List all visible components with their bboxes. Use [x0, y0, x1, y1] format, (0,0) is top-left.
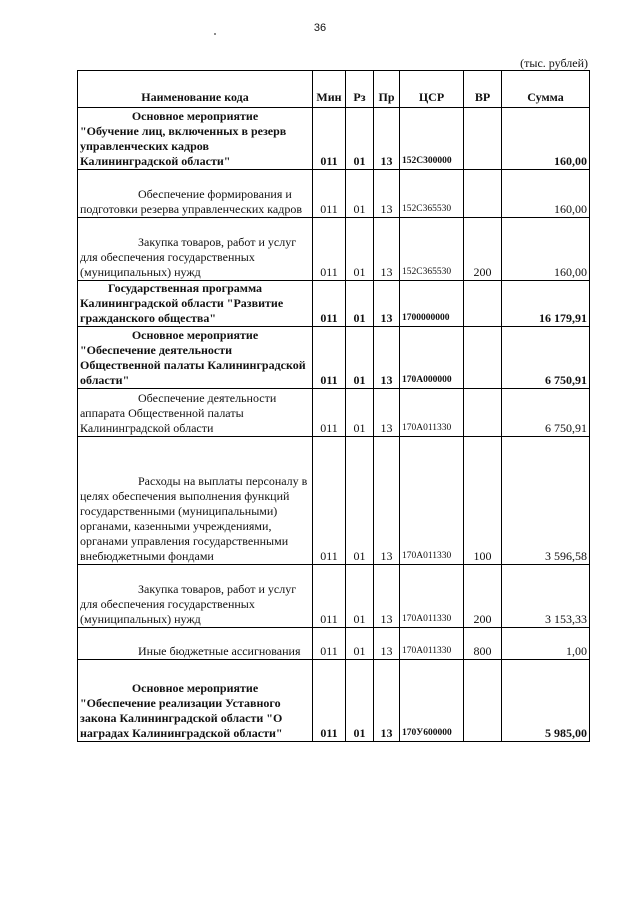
row-text: Закупка товаров, работ и услуг для обеспечения государственных (муниципальных) нужд [78, 218, 313, 281]
row-csr: 1700000000 [400, 281, 464, 327]
row-csr: 170А011330 [400, 437, 464, 565]
row-pr: 13 [374, 437, 400, 565]
row-pr: 13 [374, 565, 400, 628]
row-vr [464, 327, 502, 389]
row-text: Иные бюджетные ассигнования [78, 628, 313, 660]
row-csr: 170А011330 [400, 389, 464, 437]
row-vr: 800 [464, 628, 502, 660]
row-vr [464, 170, 502, 218]
table-row [78, 389, 590, 437]
row-sum: 6 750,91 [502, 389, 590, 437]
header-vr: ВР [464, 71, 502, 108]
header-csr: ЦСР [400, 71, 464, 108]
row-sum: 5 985,00 [502, 660, 590, 742]
row-text: Обеспечение формирования и подготовки резерва управленческих кадров [78, 170, 313, 218]
row-rz: 01 [346, 389, 374, 437]
row-min: 011 [313, 628, 346, 660]
row-text: "Обеспечение реализации Уставного закона Калининградской области "О наградах Калининградской области" [80, 696, 283, 740]
header-rz: Рз [346, 71, 374, 108]
row-csr: 152С365530 [400, 170, 464, 218]
row-csr: 170А011330 [400, 628, 464, 660]
row-sum: 6 750,91 [502, 327, 590, 389]
row-min: 011 [313, 327, 346, 389]
table-header-row [78, 71, 590, 108]
row-rz: 01 [346, 281, 374, 327]
row-title: Основное мероприятие [131, 681, 259, 695]
row-text: Государственная программа Калининградской области "Развитие гражданского общества" [78, 281, 313, 327]
row-vr [464, 389, 502, 437]
row-rz: 01 [346, 437, 374, 565]
table-row [78, 281, 590, 327]
table-row [78, 565, 590, 628]
row-min: 011 [313, 108, 346, 170]
row-rz: 01 [346, 218, 374, 281]
row-rz: 01 [346, 327, 374, 389]
row-csr: 170А011330 [400, 565, 464, 628]
row-name [78, 108, 313, 170]
row-sum: 16 179,91 [502, 281, 590, 327]
row-text: "Обеспечение деятельности Общественной палаты Калининградской области" [80, 343, 306, 387]
row-sum: 3 596,58 [502, 437, 590, 565]
table-row [78, 327, 590, 389]
row-pr: 13 [374, 660, 400, 742]
row-min: 011 [313, 389, 346, 437]
row-text: Обеспечение деятельности аппарата Общественной палаты Калининградской области [78, 389, 313, 437]
row-sum: 3 153,33 [502, 565, 590, 628]
row-sum: 160,00 [502, 108, 590, 170]
row-min: 011 [313, 437, 346, 565]
row-rz: 01 [346, 170, 374, 218]
row-rz: 01 [346, 565, 374, 628]
row-name [78, 327, 313, 389]
header-sum: Сумма [502, 71, 590, 108]
table-row [78, 170, 590, 218]
page-number: 36 [313, 22, 327, 34]
table-row [78, 628, 590, 660]
row-min: 011 [313, 170, 346, 218]
row-pr: 13 [374, 389, 400, 437]
row-vr [464, 281, 502, 327]
row-vr: 200 [464, 565, 502, 628]
row-title: Основное мероприятие [131, 109, 259, 123]
row-min: 011 [313, 281, 346, 327]
row-csr: 170А000000 [400, 327, 464, 389]
row-csr: 170У600000 [400, 660, 464, 742]
row-rz: 01 [346, 628, 374, 660]
row-rz: 01 [346, 660, 374, 742]
row-vr: 100 [464, 437, 502, 565]
scan-speck [214, 33, 216, 35]
header-pr: Пр [374, 71, 400, 108]
row-min: 011 [313, 218, 346, 281]
row-csr: 152С300000 [400, 108, 464, 170]
table-row [78, 437, 590, 565]
row-min: 011 [313, 565, 346, 628]
row-title: Основное мероприятие [131, 328, 259, 342]
row-csr: 152С365530 [400, 218, 464, 281]
row-vr [464, 108, 502, 170]
header-name: Наименование кода [78, 71, 313, 108]
row-pr: 13 [374, 170, 400, 218]
units-note: (тыс. рублей) [520, 56, 588, 70]
row-text: Закупка товаров, работ и услуг для обеспечения государственных (муниципальных) нужд [78, 565, 313, 628]
row-rz: 01 [346, 108, 374, 170]
row-sum: 160,00 [502, 170, 590, 218]
row-pr: 13 [374, 327, 400, 389]
budget-table [77, 70, 590, 742]
header-min: Мин [313, 71, 346, 108]
row-text: Расходы на выплаты персоналу в целях обеспечения выполнения функций государственными (муниципальными) органами, казенными учреждениями, органами управления государственными внебюджетными фондами [78, 437, 313, 565]
row-pr: 13 [374, 108, 400, 170]
row-pr: 13 [374, 628, 400, 660]
row-vr: 200 [464, 218, 502, 281]
row-name [78, 660, 313, 742]
row-pr: 13 [374, 218, 400, 281]
row-sum: 160,00 [502, 218, 590, 281]
row-pr: 13 [374, 281, 400, 327]
row-text: "Обучение лиц, включенных в резерв управленческих кадров Калининградской области" [80, 124, 287, 168]
table-row [78, 660, 590, 742]
row-min: 011 [313, 660, 346, 742]
table-row [78, 108, 590, 170]
table-row [78, 218, 590, 281]
row-sum: 1,00 [502, 628, 590, 660]
row-vr [464, 660, 502, 742]
